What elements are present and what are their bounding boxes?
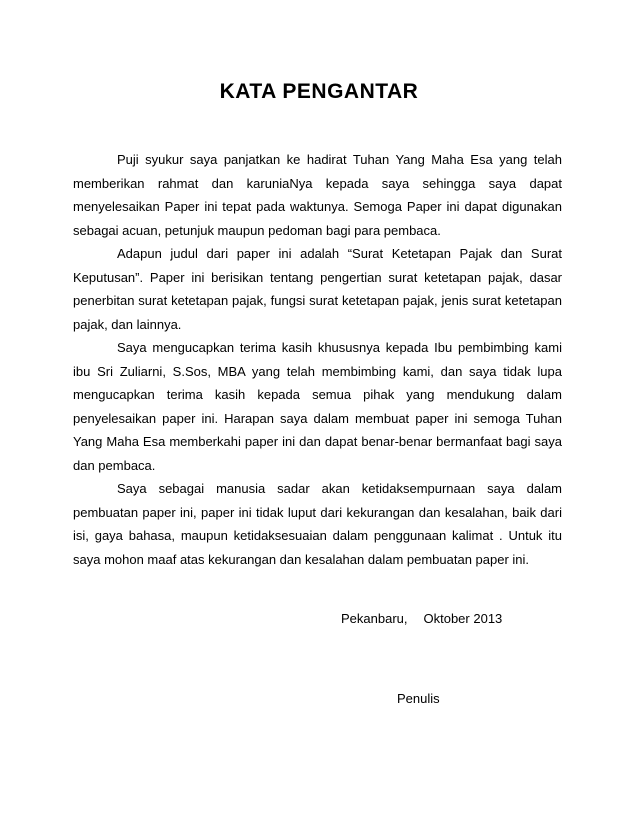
paragraph-2: Adapun judul dari paper ini adalah “Surat Ketetapan Pajak dan Surat Keputusan”. Paper ini berisikan tentang pengertian surat ketetapan pajak, dasar penerbitan surat ketetapan pajak, fungsi surat ketetapan pajak, jenis surat ketetapan pajak, dan lainnya.: [73, 246, 562, 332]
page-title: KATA PENGANTAR: [219, 80, 419, 103]
paragraph-3: Saya mengucapkan terima kasih khususnya kepada Ibu pembimbing kami ibu Sri Zuliarni, S.Sos, MBA yang telah membimbing kami, dan saya tidak lupa mengucapkan terima kasih kepada semua pihak yang mendukung dalam penyelesaikan paper ini. Harapan saya dalam membuat paper ini semoga Tuhan Yang Maha Esa memberkahi paper ini dan dapat benar-benar bermanfaat bagi saya dan pembaca.: [73, 340, 562, 473]
place-date-line: [341, 611, 502, 626]
signatory-name: Penulis: [397, 691, 440, 706]
paragraph-1: Puji syukur saya panjatkan ke hadirat Tuhan Yang Maha Esa yang telah memberikan rahmat dan karuniaNya kepada saya sehingga saya dapat menyelesaikan Paper ini tepat pada waktunya. Semoga Paper ini dapat digunakan sebagai acuan, petunjuk maupun pedoman bagi para pembaca.: [73, 152, 562, 238]
place-text: Pekanbaru,: [341, 611, 408, 626]
body-text: [73, 148, 562, 571]
paragraph-4: Saya sebagai manusia sadar akan ketidaksempurnaan saya dalam pembuatan paper ini, paper ini tidak luput dari kekurangan dan kesalahan, baik dari isi, gaya bahasa, maupun ketidaksesuaian dalam penggunaan kalimat . Untuk itu saya mohon maaf atas kekurangan dan kesalahan dalam pembuatan paper ini.: [73, 481, 562, 567]
date-text: Oktober 2013: [423, 611, 503, 626]
